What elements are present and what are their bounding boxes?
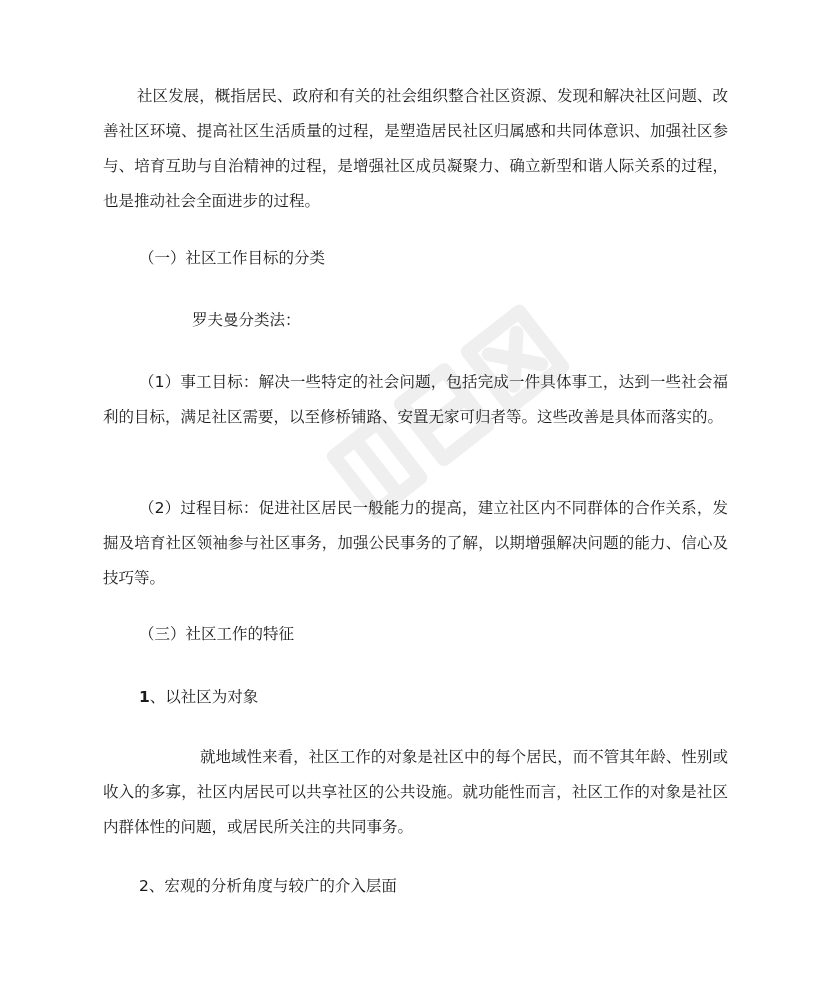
intro-paragraph: 社区发展，概指居民、政府和有关的社会组织整合社区资源、发现和解决社区问题、改善社区环境、提高社区生活质量的过程，是塑造居民社区归属感和共同体意识、加强社区参与、培育互助与自治精神的过程，是增强社区成员凝聚力、确立新型和谐人际关系的过程，也是推动社会全面进步的过程。	[103, 87, 728, 210]
task-goal-paragraph: （1）事工目标：解决一些特定的社会问题，包括完成一件具体事工，达到一些社会福利的目标，满足社区需要，以至修桥铺路、安置无家可归者等。这些改善是具体而落实的。	[103, 373, 728, 426]
feature-1-body: 就地域性来看，社区工作的对象是社区中的每个居民，而不管其年龄、性别或收入的多寡，社区内居民可以共享社区的公共设施。就功能性而言，社区工作的对象是社区内群体性的问题，或居民所关注的共同事务。	[103, 748, 728, 836]
feature-1-heading	[139, 680, 258, 715]
section-heading-characteristics: （三）社区工作的特征	[139, 625, 295, 643]
feature-1-number: 1	[139, 688, 150, 706]
process-goal-paragraph: （2）过程目标：促进社区居民一般能力的提高，建立社区内不同群体的合作关系，发掘及培育社区领袖参与社区事务，加强公民事务的了解，以期增强解决问题的能力、信心及技巧等。	[103, 499, 728, 587]
feature-1-title: 、以社区为对象	[149, 688, 259, 706]
rothman-classification-label: 罗夫曼分类法：	[192, 311, 301, 329]
section-heading-goal-classification: （一）社区工作目标的分类	[139, 249, 326, 267]
feature-2-heading: 2、宏观的分析角度与较广的介入层面	[139, 877, 397, 895]
